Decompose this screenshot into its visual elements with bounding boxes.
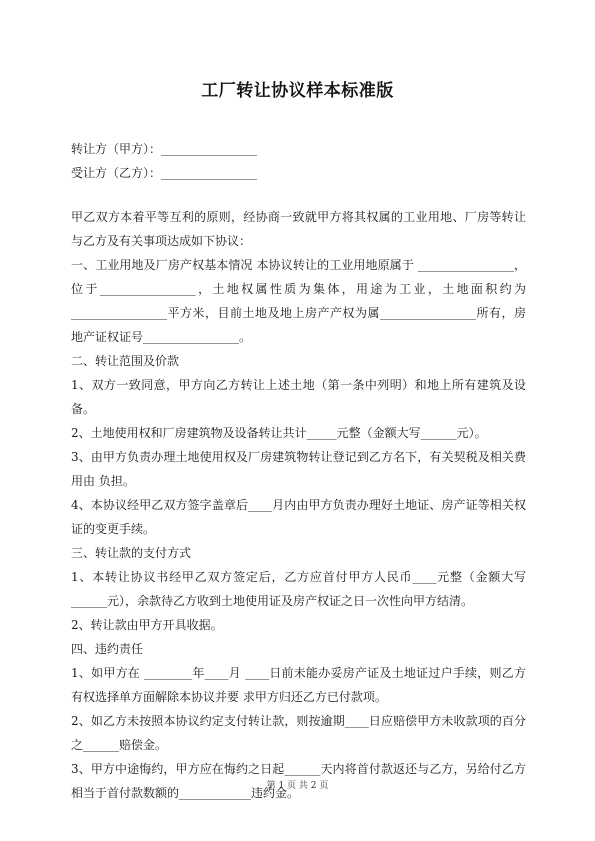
paragraph-2-3: 3、由甲方负责办理土地使用权及厂房建筑物转让登记到乙方名下，有关契税及相关费用由 负担。 <box>71 450 526 488</box>
document-title: 工厂转让协议样本标准版 <box>201 81 394 101</box>
page-footer: 第 1 页 共 2 页 <box>266 781 329 791</box>
paragraph-2-1: 1、双方一致同意，甲方向乙方转让上述土地（第一条中列明）和地上所有建筑及设备。 <box>71 378 526 416</box>
paragraph-4-2: 2、如乙方未按照本协议约定支付转让款，则按逾期____日应赔偿甲方未收款项的百分之______赔偿金。 <box>71 714 526 752</box>
party-b-line: 受让方（乙方）：________________ <box>71 166 258 180</box>
paragraph-3-2: 2、转让款由甲方开具收据。 <box>71 618 223 632</box>
heading-section-2: 二、转让范围及价款 <box>71 354 180 368</box>
agreement-body <box>71 205 526 805</box>
paragraph-2-4: 4、本协议经甲乙双方签字盖章后____月内由甲方负责办理好土地证、房产证等相关权证的变更手续。 <box>71 498 526 536</box>
paragraph-2-2: 2、土地使用权和厂房建筑物及设备转让共计_____元整（金额大写______元）。 <box>71 426 487 440</box>
heading-section-3: 三、转让款的支付方式 <box>71 546 192 560</box>
paragraph-3-1: 1、本转让协议书经甲乙双方签定后，乙方应首付甲方人民币____元整（金额大写______元），余款待乙方收到土地使用证及房产权证之日一次性向甲方结清。 <box>71 570 526 608</box>
paragraph-4-1: 1、如甲方在 ________年____月 ____日前未能办妥房产证及土地证过户手续，则乙方有权选择单方面解除本协议并要 求甲方归还乙方已付款项。 <box>71 666 526 704</box>
paragraph-intro: 甲乙双方本着平等互利的原则，经协商一致就甲方将其权属的工业用地、厂房等转让与乙方及有关事项达成如下协议： <box>71 210 526 248</box>
party-a-line: 转让方（甲方）：________________ <box>71 142 258 156</box>
paragraph-4-3: 3、甲方中途悔约，甲方应在悔约之日起______天内将首付款返还与乙方，另给付乙方相当于首付款数额的____________违约金。 <box>71 762 526 800</box>
paragraph-section-1: 一、工业用地及厂房产权基本情况 本协议转让的工业用地原属于 ________________，位于________________，土地权属性质为集体，用途为工业，土地面积约为________________平方米，目前土地及地上房产产权为属________________所有，房地产证权证号________________。 <box>71 258 526 344</box>
heading-section-4: 四、违约责任 <box>71 642 144 656</box>
